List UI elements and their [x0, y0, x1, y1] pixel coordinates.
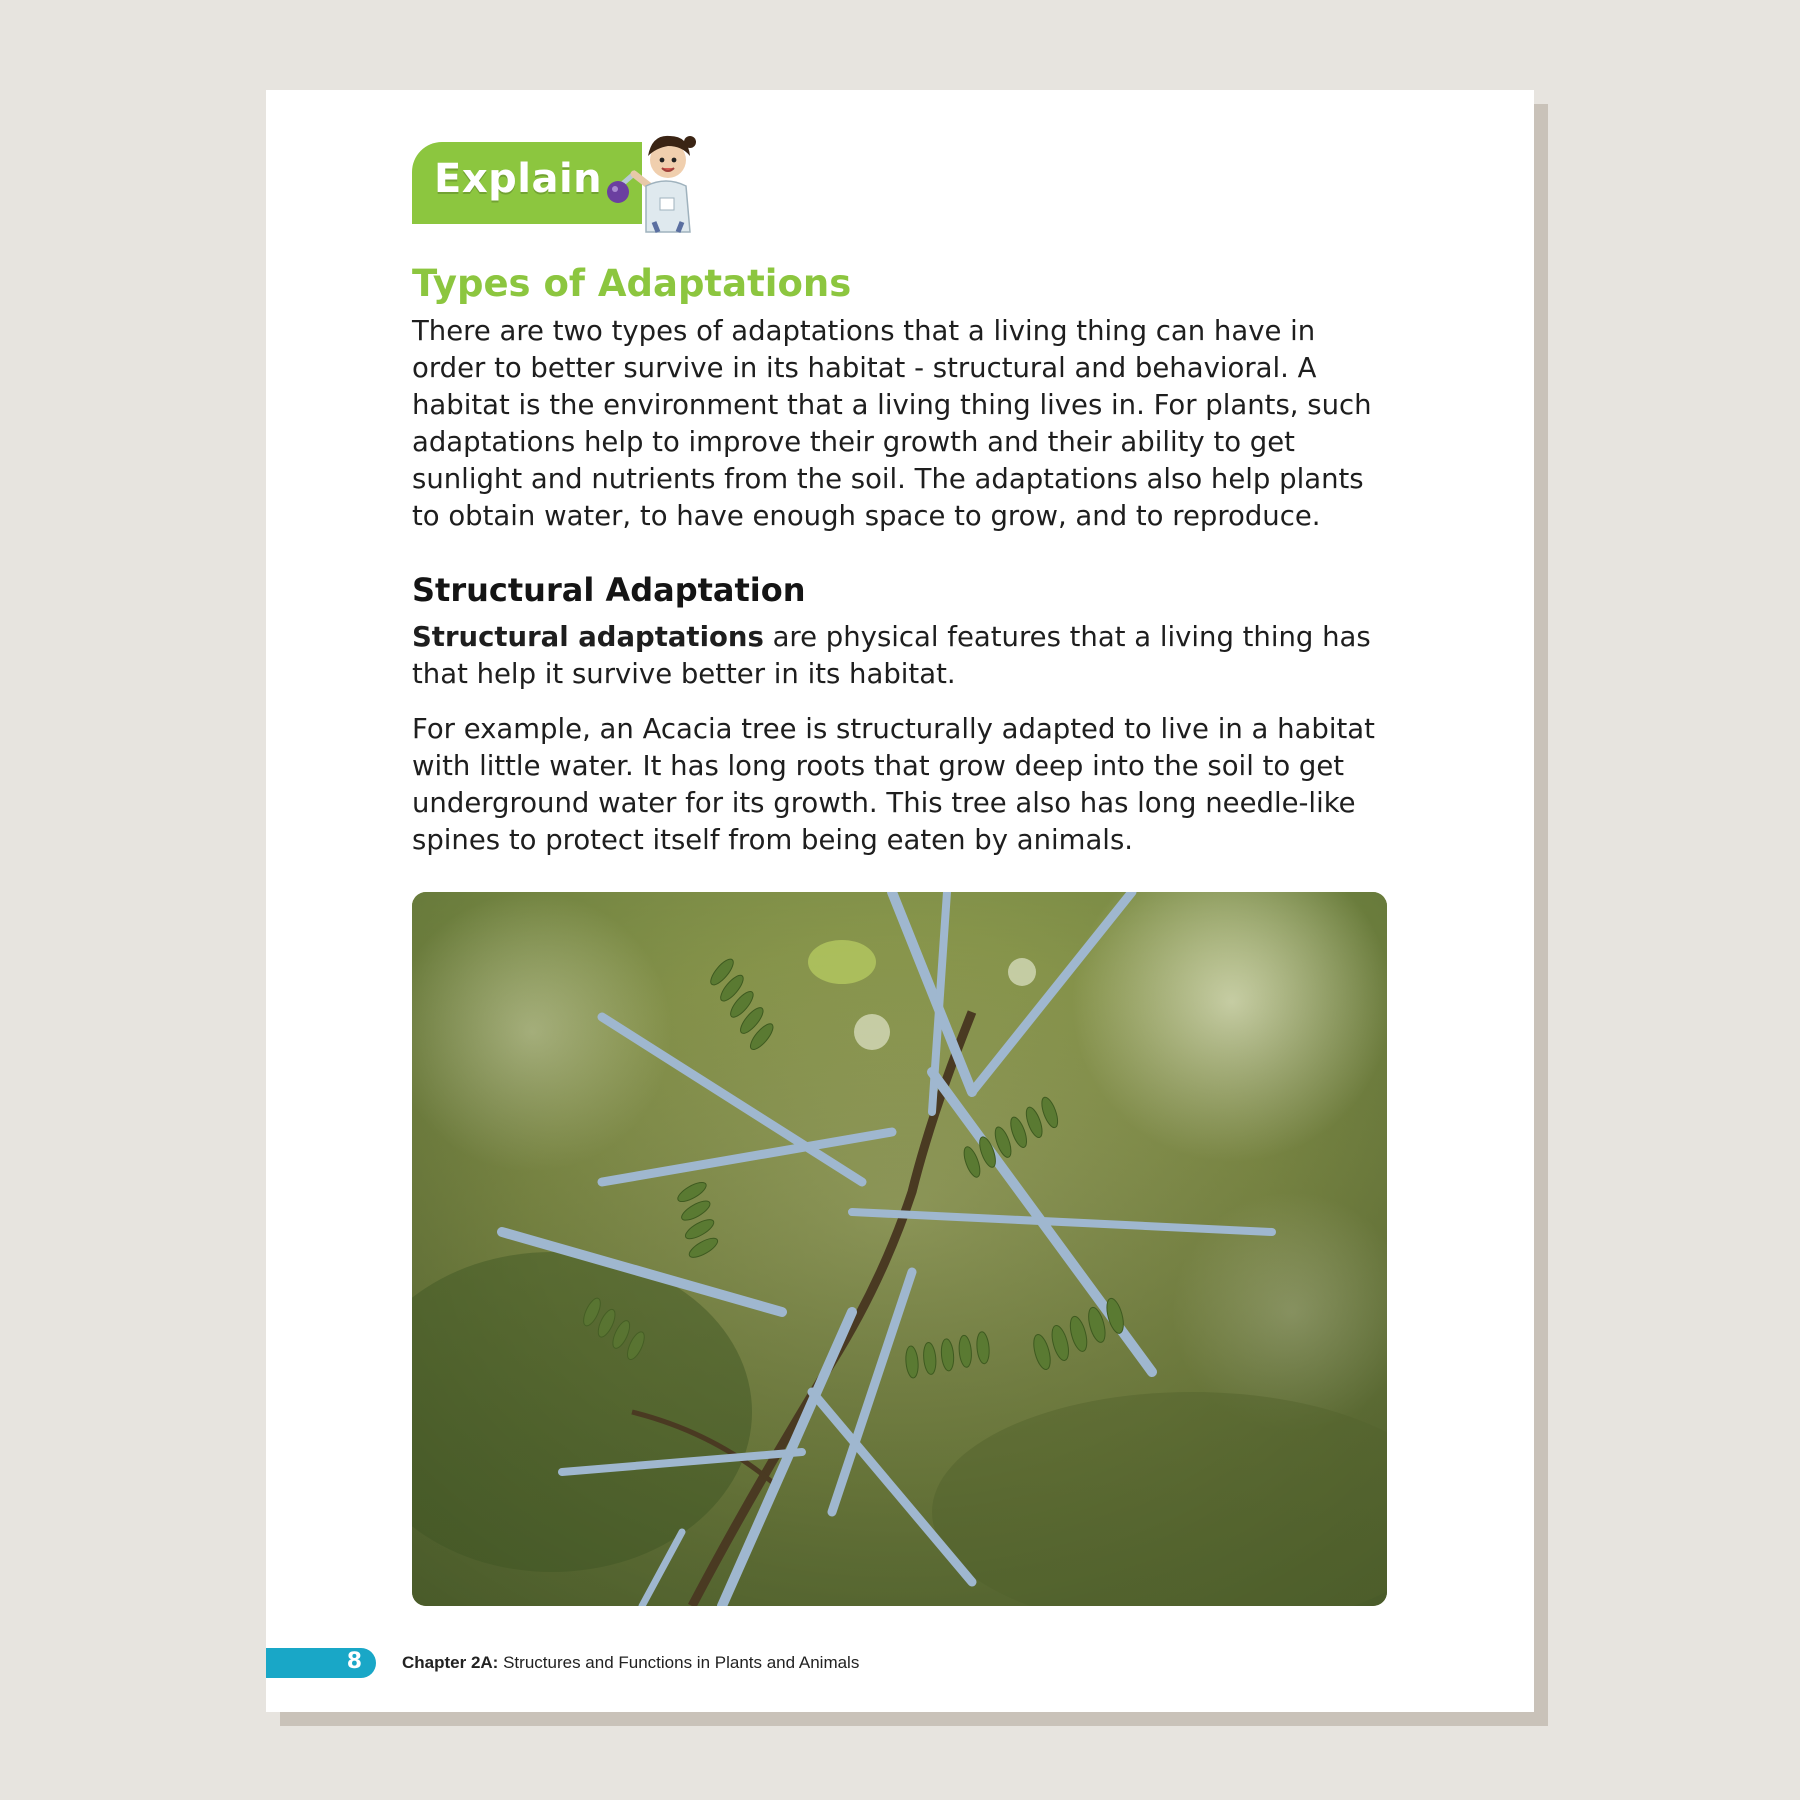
definition-text: are physical features that a living thing has that help it survive better in its habitat. [412, 621, 1371, 690]
intro-paragraph: There are two types of adaptations that a living thing can have in order to better survive in its habitat - structural and behavioral. A habitat is the environment that a living thing lives in. For plants, such adaptations help to improve their growth and their ability to get sunlight and nutrients from the soil. The adaptations also help plants to obtain water, to have enough space to grow, and to reproduce. [412, 315, 1372, 532]
definition-paragraph [412, 619, 1392, 693]
chapter-title: Structures and Functions in Plants and Animals [503, 1653, 860, 1672]
content-column [412, 262, 1392, 859]
acacia-photo [412, 892, 1387, 1606]
chapter-footer [402, 1653, 859, 1673]
textbook-page [266, 90, 1534, 1712]
example-paragraph: For example, an Acacia tree is structurally adapted to live in a habitat with little water. It has long roots that grow deep into the soil to get underground water for its growth. This tree also has long needle-like spines to protect itself from being eaten by animals. [412, 713, 1375, 856]
page-number: 8 [346, 1649, 362, 1674]
explain-badge-label: Explain [434, 156, 603, 202]
section-title: Types of Adaptations [412, 262, 852, 305]
chapter-label: Chapter 2A: [402, 1653, 499, 1672]
definition-term: Structural adaptations [412, 621, 764, 653]
scientist-girl-icon [606, 126, 716, 236]
structural-heading: Structural Adaptation [412, 571, 806, 609]
page-number-tab [266, 1648, 376, 1678]
